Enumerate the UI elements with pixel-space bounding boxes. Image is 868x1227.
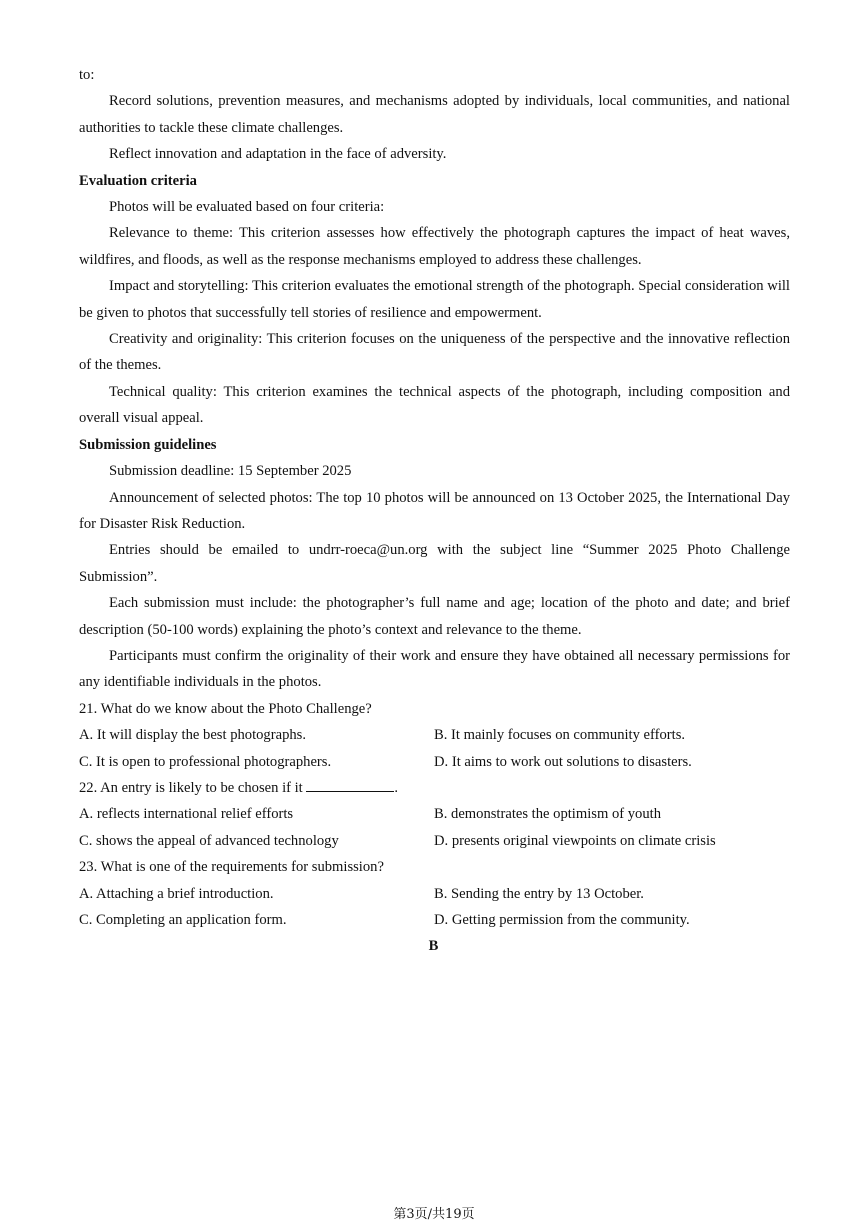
option-a: A. It will display the best photographs. bbox=[79, 727, 306, 744]
submission-paragraph: Each submission must include: the photographer’s full name and age; location of the photo and date; and brief description (50-100 words) explaining the photo’s context and relevance to the theme. bbox=[79, 595, 790, 638]
option-d: D. Getting permission from the community. bbox=[434, 912, 690, 928]
answer-blank bbox=[306, 777, 394, 792]
question-stem-text: 22. An entry is likely to be chosen if it bbox=[79, 779, 303, 796]
question-stem-end: . bbox=[394, 779, 399, 796]
criterion-paragraph: Impact and storytelling: This criterion evaluates the emotional strength of the photograph. Special consideration will be given to photos that successfully tell stories of resilience and empowerment. bbox=[79, 278, 790, 321]
option-row bbox=[79, 749, 790, 775]
page-footer: 第3页/共19页 bbox=[393, 1207, 475, 1222]
evaluation-intro: Photos will be evaluated based on four criteria: bbox=[109, 199, 385, 216]
evaluation-heading: Evaluation criteria bbox=[79, 172, 197, 189]
section-b-heading: B bbox=[428, 938, 439, 955]
option-row bbox=[79, 907, 790, 933]
criterion-paragraph: Technical quality: This criterion examines the technical aspects of the photograph, including composition and overall visual appeal. bbox=[79, 383, 790, 427]
option-row bbox=[79, 722, 790, 748]
submission-heading: Submission guidelines bbox=[79, 436, 217, 453]
option-c: C. Completing an application form. bbox=[79, 912, 287, 928]
submission-paragraph: Submission deadline: 15 September 2025 bbox=[109, 463, 352, 480]
goal-paragraph: Record solutions, prevention measures, and mechanisms adopted by individuals, local communities, and national authorities to tackle these climate challenges. bbox=[79, 93, 790, 136]
option-b: B. Sending the entry by 13 October. bbox=[434, 885, 644, 902]
question-stem: 21. What do we know about the Photo Challenge? bbox=[79, 700, 372, 717]
option-b: B. demonstrates the optimism of youth bbox=[434, 806, 661, 823]
option-b: B. It mainly focuses on community efforts. bbox=[434, 727, 686, 744]
question-stem bbox=[79, 775, 790, 801]
option-c: C. It is open to professional photographers. bbox=[79, 753, 332, 770]
criterion-paragraph: Relevance to theme: This criterion assesses how effectively the photograph captures the impact of heat waves, wildfires, and floods, as well as the response mechanisms employed to address these challenges. bbox=[79, 225, 790, 268]
option-row bbox=[79, 828, 790, 854]
option-c: C. shows the appeal of advanced technology bbox=[79, 832, 339, 849]
option-a: A. Attaching a brief introduction. bbox=[79, 885, 274, 902]
option-row bbox=[79, 801, 790, 827]
criterion-paragraph: Creativity and originality: This criterion focuses on the uniqueness of the perspective and the innovative reflection of the themes. bbox=[79, 331, 790, 374]
submission-paragraph: Entries should be emailed to undrr-roeca@un.org with the subject line “Summer 2025 Photo Challenge Submission”. bbox=[79, 542, 790, 585]
submission-paragraph: Participants must confirm the originality of their work and ensure they have obtained all necessary permissions for any identifiable individuals in the photos. bbox=[79, 647, 790, 691]
document-page bbox=[79, 62, 790, 960]
option-d: D. presents original viewpoints on climate crisis bbox=[434, 832, 716, 849]
question-stem: 23. What is one of the requirements for submission? bbox=[79, 859, 384, 876]
option-d: D. It aims to work out solutions to disasters. bbox=[434, 753, 692, 770]
goal-paragraph: Reflect innovation and adaptation in the face of adversity. bbox=[109, 146, 447, 163]
option-row bbox=[79, 881, 790, 907]
intro-tail: to: bbox=[79, 67, 95, 83]
submission-paragraph: Announcement of selected photos: The top 10 photos will be announced on 13 October 2025, the International Day for Disaster Risk Reduction. bbox=[79, 489, 790, 532]
option-a: A. reflects international relief efforts bbox=[79, 806, 294, 823]
